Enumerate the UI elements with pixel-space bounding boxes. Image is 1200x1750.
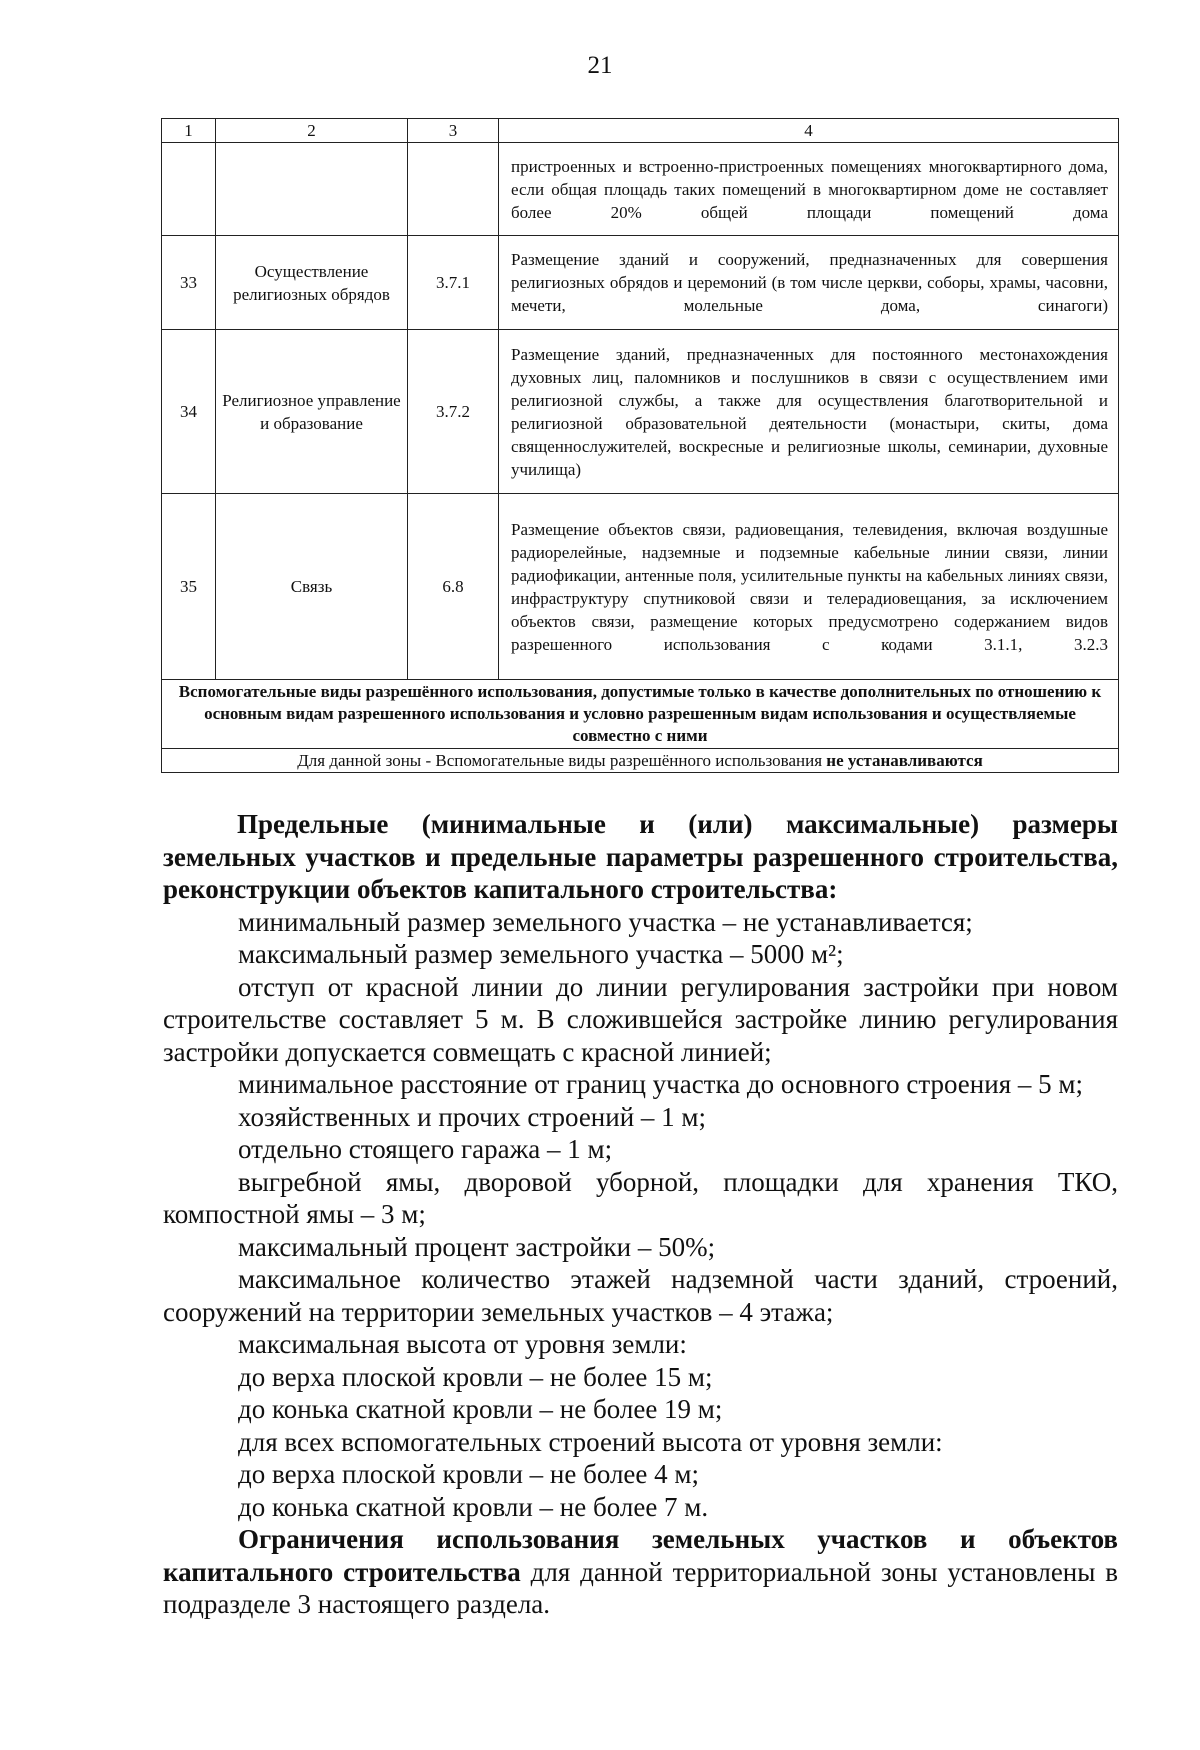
header-col-3: 3 xyxy=(408,119,499,143)
param-item: до верха плоской кровли – не более 15 м; xyxy=(238,1361,713,1392)
use-type-description: Размещение зданий, предназначенных для постоянного местонахождения духовных лиц, паломников и послушников в связи с осуществлением ими религиозной службы, а также для осуществления благотворительной и религиозной образовательной деятельности (монастыри, скиты, дома священнослужителей, воскресные и религиозные школы, семинарии, духовные училища) xyxy=(499,330,1119,494)
row-number: 34 xyxy=(162,330,216,494)
param-item: минимальное расстояние от границ участка до основного строения – 5 м; xyxy=(238,1069,1083,1099)
param-item: до конька скатной кровли – не более 19 м; xyxy=(238,1394,723,1424)
section-heading: Предельные (минимальные и (или) максимальные) размеры земельных участков и предельные параметры разрешенного строительства, реконструкции объектов капитального строительства: xyxy=(163,809,1118,904)
use-type-name: Связь xyxy=(216,494,408,680)
restrictions-rest: для данной территориальной зоны установлены в подразделе 3 настоящего раздела. xyxy=(163,1556,1118,1619)
aux-uses-title-row xyxy=(162,680,1119,749)
param-item: хозяйственных и прочих строений – 1 м; xyxy=(238,1101,706,1132)
header-col-2: 2 xyxy=(216,119,408,143)
param-item: минимальный размер земельного участка – не устанавливается; xyxy=(238,906,973,937)
param-item: максимальная высота от уровня земли: xyxy=(238,1329,687,1359)
param-item: максимальное количество этажей надземной части зданий, строений, сооружений на территории земельных участков – 4 этажа; xyxy=(163,1264,1118,1327)
page-number: 21 xyxy=(587,52,613,79)
restrictions-paragraph xyxy=(163,1523,1118,1621)
aux-uses-note-row xyxy=(162,749,1119,773)
permitted-use-table xyxy=(161,118,1119,773)
aux-note-prefix: Для данной зоны - Вспомогательные виды разрешённого использования xyxy=(297,751,823,770)
param-item: выгребной ямы, дворовой уборной, площадки для хранения ТКО, компостной ямы – 3 м; xyxy=(163,1166,1118,1229)
continued-desc: пристроенных и встроенно-пристроенных помещениях многоквартирного дома, если общая площадь таких помещений в многоквартирном доме не составляет более 20% общей площади помещений дома xyxy=(499,143,1119,236)
param-item: до конька скатной кровли – не более 7 м. xyxy=(238,1491,709,1522)
param-item: для всех вспомогательных строений высота от уровня земли: xyxy=(238,1426,943,1457)
aux-uses-note xyxy=(162,749,1119,773)
header-col-1: 1 xyxy=(162,119,216,143)
table-header-row xyxy=(162,119,1119,143)
aux-uses-title: Вспомогательные виды разрешённого использования, допустимые только в качестве дополнительных по отношению к основным видам разрешенного использования и условно разрешенным видам использования и осуществляемые совместно с ними xyxy=(162,680,1119,749)
use-type-name: Религиозное управление и образование xyxy=(216,330,408,494)
table-row-continued xyxy=(162,143,1119,236)
param-item: до верха плоской кровли – не более 4 м; xyxy=(238,1459,699,1489)
use-type-name: Осуществление религиозных обрядов xyxy=(216,236,408,330)
table-row xyxy=(162,236,1119,330)
use-type-code: 6.8 xyxy=(408,494,499,680)
param-item: максимальный размер земельного участка – 5000 м²; xyxy=(238,939,844,969)
param-item: отступ от красной линии до линии регулирования застройки при новом строительстве составляет 5 м. В сложившейся застройке линию регулирования застройки допускается совмещать с красной линией; xyxy=(163,971,1118,1067)
header-col-4: 4 xyxy=(499,119,1119,143)
use-type-code: 3.7.2 xyxy=(408,330,499,494)
use-type-description: Размещение зданий и сооружений, предназначенных для совершения религиозных обрядов и церемоний (в том числе церкви, соборы, храмы, часовни, мечети, молельные дома, синагоги) xyxy=(499,236,1119,330)
parameters-section xyxy=(163,808,1118,1621)
aux-note-bold: не устанавливаются xyxy=(826,751,983,770)
restrictions-bold: Ограничения использования земельных участков и объектов капитального строительства xyxy=(163,1524,1118,1587)
param-item: максимальный процент застройки – 50%; xyxy=(238,1231,716,1262)
row-number: 33 xyxy=(162,236,216,330)
param-item: отдельно стоящего гаража – 1 м; xyxy=(238,1134,613,1164)
row-number: 35 xyxy=(162,494,216,680)
table-row xyxy=(162,330,1119,494)
table-row xyxy=(162,494,1119,680)
use-type-description: Размещение объектов связи, радиовещания, телевидения, включая воздушные радиорелейные, надземные и подземные кабельные линии связи, линии радиофикации, антенные поля, усилительные пункты на кабельных линиях связи, инфраструктуру спутниковой связи и телерадиовещания, за исключением объектов связи, размещение которых предусмотрено содержанием видов разрешенного использования с кодами 3.1.1, 3.2.3 xyxy=(499,494,1119,680)
use-type-code: 3.7.1 xyxy=(408,236,499,330)
